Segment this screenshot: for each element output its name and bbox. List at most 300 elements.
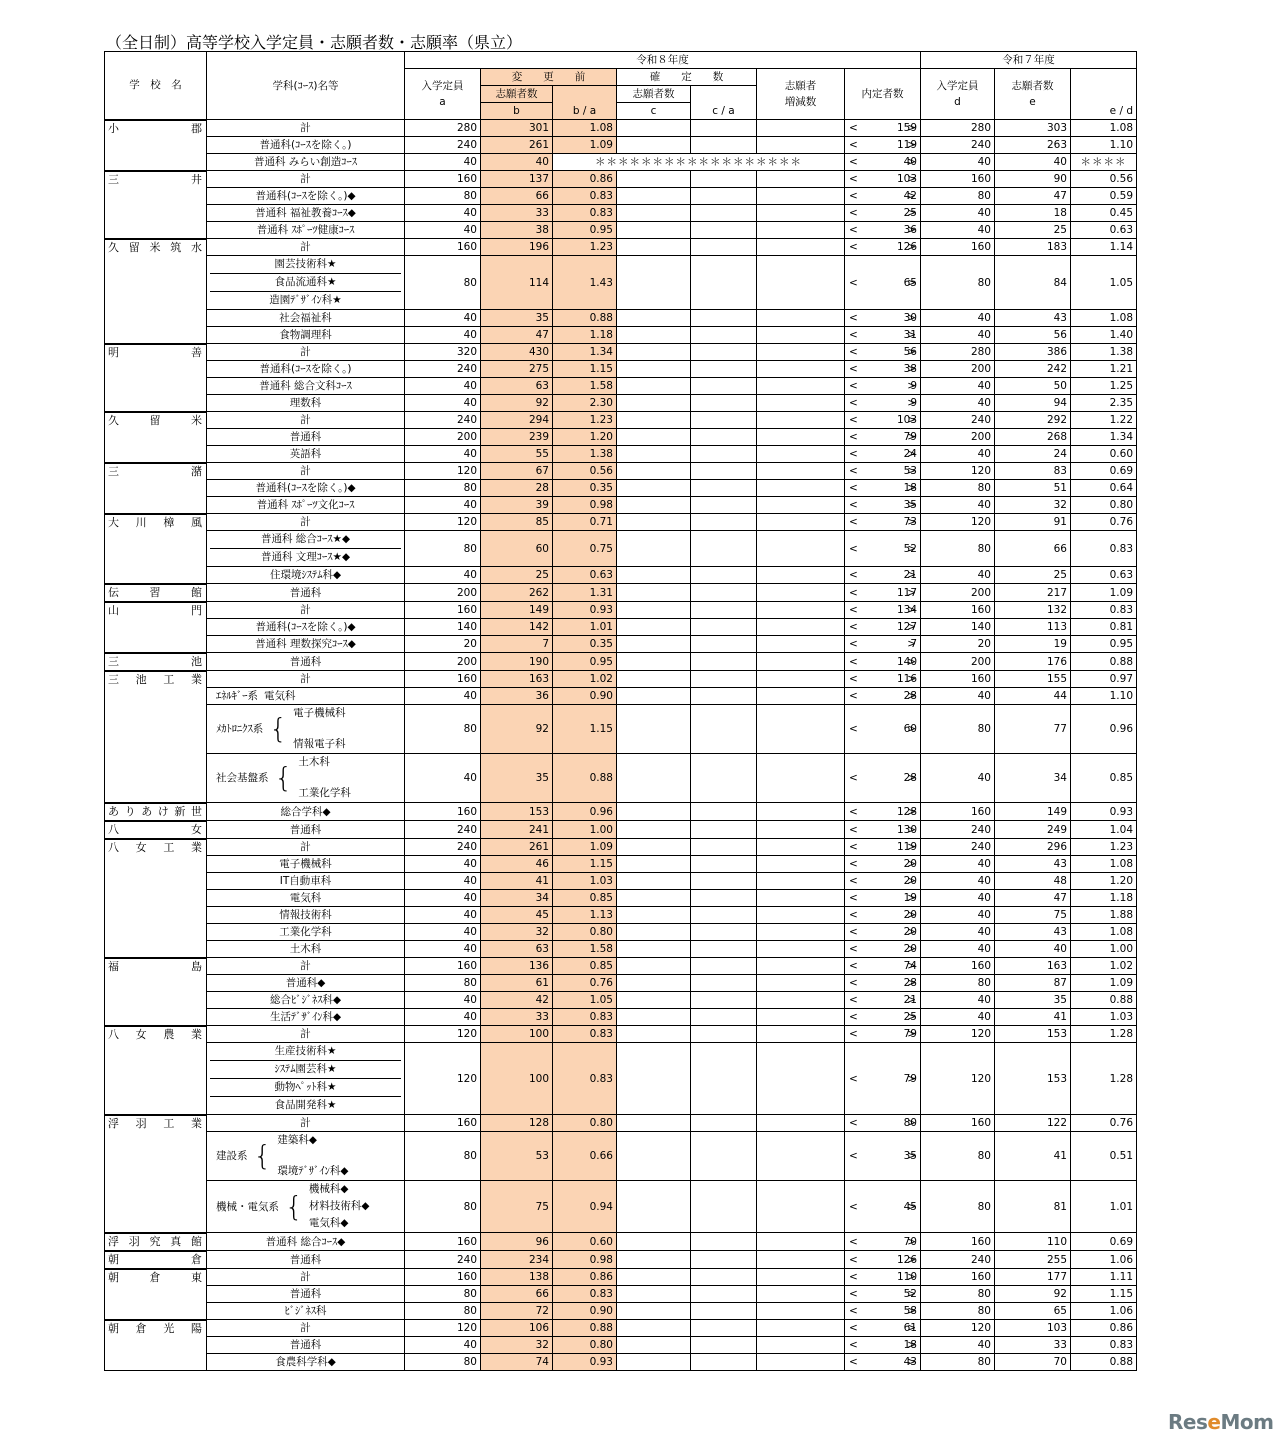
teiin-d: 80 — [921, 975, 995, 992]
school-name: 八女農業 — [105, 1026, 207, 1115]
shigan-b: 430 — [481, 344, 553, 361]
shigan-e: 65 — [995, 1303, 1071, 1320]
teiin-a: 280 — [405, 120, 481, 137]
dept-name: 総合学科◆ — [207, 803, 405, 821]
shigan-b: 301 — [481, 120, 553, 137]
zougen — [757, 480, 845, 497]
zougen — [757, 188, 845, 205]
zougen — [757, 653, 845, 671]
stars-cell: ＊＊＊＊＊＊＊＊＊＊＊＊＊＊＊＊＊＊ — [553, 154, 845, 171]
teiin-a: 40 — [405, 924, 481, 941]
teiin-d: 80 — [921, 1181, 995, 1233]
ratio-ca — [691, 120, 757, 137]
zougen — [757, 1251, 845, 1269]
shigan-e: 183 — [995, 239, 1071, 256]
naitei: < 80 > — [845, 1115, 921, 1132]
shigan-e: 25 — [995, 567, 1071, 584]
teiin-d: 20 — [921, 636, 995, 653]
teiin-d: 240 — [921, 412, 995, 429]
ratio-ca — [691, 821, 757, 839]
table-row — [105, 671, 1137, 688]
ratio-ca — [691, 636, 757, 653]
ratio-ed: 1.08 — [1071, 924, 1137, 941]
teiin-d: 40 — [921, 497, 995, 514]
table-row — [105, 497, 1137, 514]
shigan-e: 24 — [995, 446, 1071, 463]
shigan-e: 292 — [995, 412, 1071, 429]
ratio-ca — [691, 602, 757, 619]
shigan-c — [617, 256, 691, 310]
shigan-b: 294 — [481, 412, 553, 429]
teiin-a: 120 — [405, 463, 481, 480]
naitei: < 126 > — [845, 1251, 921, 1269]
ratio-ba: 0.85 — [553, 958, 617, 975]
ratio-ba: 0.88 — [553, 1320, 617, 1337]
shigan-e: 217 — [995, 584, 1071, 602]
dept-name: 環境ﾃﾞｻﾞｲﾝ科◆ — [277, 1165, 349, 1177]
ratio-ba: 0.98 — [553, 1251, 617, 1269]
school-name: 三 池 — [105, 653, 207, 671]
naitei: < 79 > — [845, 1043, 921, 1115]
shigan-b: 190 — [481, 653, 553, 671]
school-name: 朝 倉 — [105, 1251, 207, 1269]
school-name: 久 留 米 — [105, 412, 207, 463]
ratio-ba: 0.80 — [553, 1115, 617, 1132]
teiin-d: 40 — [921, 310, 995, 327]
ratio-ba: 0.94 — [553, 1181, 617, 1233]
shigan-b: 46 — [481, 856, 553, 873]
zougen — [757, 1303, 845, 1320]
zougen — [757, 395, 845, 412]
dept-system — [207, 754, 405, 803]
teiin-a: 80 — [405, 188, 481, 205]
shigan-e: 94 — [995, 395, 1071, 412]
ratio-ed: 1.01 — [1071, 1181, 1137, 1233]
table-row — [105, 1269, 1137, 1286]
naitei: < 127 > — [845, 619, 921, 636]
table-row — [105, 395, 1137, 412]
table-row — [105, 636, 1137, 653]
ratio-ed: 1.22 — [1071, 412, 1137, 429]
teiin-d: 240 — [921, 137, 995, 154]
table-row — [105, 567, 1137, 584]
zougen — [757, 256, 845, 310]
header-teiin-r7: 入学定員 d — [921, 69, 995, 120]
dept-system — [207, 705, 405, 754]
shigan-b: 74 — [481, 1354, 553, 1371]
naitei: < 79 > — [845, 1026, 921, 1043]
dept-name: 土木科 — [207, 941, 405, 958]
ratio-ba: 1.15 — [553, 361, 617, 378]
teiin-a: 40 — [405, 567, 481, 584]
naitei: < 140 > — [845, 653, 921, 671]
table-row — [105, 120, 1137, 137]
ratio-ba: 0.96 — [553, 803, 617, 821]
shigan-c — [617, 1269, 691, 1286]
shigan-b: 275 — [481, 361, 553, 378]
ratio-ca — [691, 754, 757, 803]
ratio-ba: 1.31 — [553, 584, 617, 602]
teiin-d: 40 — [921, 754, 995, 803]
shigan-c — [617, 497, 691, 514]
ratio-ba: 1.03 — [553, 873, 617, 890]
naitei: < 18 > — [845, 1337, 921, 1354]
ratio-ed: 0.45 — [1071, 205, 1137, 222]
naitei: < 45 > — [845, 1181, 921, 1233]
shigan-b: 61 — [481, 975, 553, 992]
shigan-c — [617, 310, 691, 327]
teiin-a: 160 — [405, 239, 481, 256]
ratio-ba: 0.80 — [553, 1337, 617, 1354]
teiin-d: 240 — [921, 1251, 995, 1269]
ratio-ed: 1.20 — [1071, 873, 1137, 890]
shigan-c — [617, 1303, 691, 1320]
shigan-b: 234 — [481, 1251, 553, 1269]
ratio-ca — [691, 1026, 757, 1043]
shigan-b: 34 — [481, 890, 553, 907]
shigan-b: 35 — [481, 310, 553, 327]
shigan-c — [617, 992, 691, 1009]
table-row — [105, 1132, 1137, 1181]
teiin-d: 140 — [921, 619, 995, 636]
dept-name: 普通科 ｽﾎﾟｰﾂ健康ｺｰｽ — [207, 222, 405, 239]
teiin-a: 160 — [405, 171, 481, 188]
zougen — [757, 821, 845, 839]
naitei: < 20 > — [845, 941, 921, 958]
naitei: < 21 > — [845, 992, 921, 1009]
shigan-b: 63 — [481, 941, 553, 958]
ratio-ca — [691, 619, 757, 636]
ratio-ca — [691, 705, 757, 754]
ratio-ba: 0.88 — [553, 310, 617, 327]
ratio-ca — [691, 222, 757, 239]
system-name: ﾒｶﾄﾛﾆｸｽ系 — [216, 723, 264, 735]
school-name: 明 善 — [105, 344, 207, 412]
ratio-ca — [691, 412, 757, 429]
teiin-d: 120 — [921, 1043, 995, 1115]
dept-name: 生活ﾃﾞｻﾞｲﾝ科◆ — [207, 1009, 405, 1026]
ratio-ba: 1.23 — [553, 412, 617, 429]
ratio-ba: 1.02 — [553, 671, 617, 688]
teiin-d: 80 — [921, 705, 995, 754]
shigan-c — [617, 531, 691, 567]
header-dept: 学科(ｺｰｽ)名等 — [207, 52, 405, 120]
teiin-d: 40 — [921, 222, 995, 239]
ratio-ba: 1.05 — [553, 992, 617, 1009]
shigan-e: 56 — [995, 327, 1071, 344]
naitei: < 28 > — [845, 754, 921, 803]
dept-system — [207, 688, 405, 705]
shigan-c — [617, 1251, 691, 1269]
dept-name: 計 — [207, 1269, 405, 1286]
zougen — [757, 1009, 845, 1026]
ratio-ba: 0.80 — [553, 924, 617, 941]
ratio-ca — [691, 531, 757, 567]
naitei: < 60 > — [845, 705, 921, 754]
ratio-ba: 0.83 — [553, 1043, 617, 1115]
table-row — [105, 1233, 1137, 1251]
naitei: < 61 > — [845, 1320, 921, 1337]
teiin-a: 120 — [405, 1043, 481, 1115]
shigan-b: 85 — [481, 514, 553, 531]
shigan-e: 19 — [995, 636, 1071, 653]
shigan-b: 136 — [481, 958, 553, 975]
shigan-b: 47 — [481, 327, 553, 344]
shigan-c — [617, 222, 691, 239]
ratio-ca — [691, 671, 757, 688]
shigan-b: 41 — [481, 873, 553, 890]
shigan-e: 44 — [995, 688, 1071, 705]
table-row — [105, 839, 1137, 856]
dept-name: ｼｽﾃﾑ園芸科★ — [210, 1060, 401, 1078]
naitei: < 130 > — [845, 821, 921, 839]
ratio-ba: 0.83 — [553, 188, 617, 205]
zougen — [757, 636, 845, 653]
ratio-ba: 0.71 — [553, 514, 617, 531]
ratio-ca — [691, 992, 757, 1009]
teiin-a: 240 — [405, 412, 481, 429]
naitei: < 18 > — [845, 480, 921, 497]
naitei: < 53 > — [845, 463, 921, 480]
shigan-e: 84 — [995, 256, 1071, 310]
teiin-a: 40 — [405, 395, 481, 412]
table-row — [105, 1251, 1137, 1269]
zougen — [757, 671, 845, 688]
teiin-a: 80 — [405, 705, 481, 754]
teiin-d: 120 — [921, 463, 995, 480]
table-row — [105, 171, 1137, 188]
zougen — [757, 120, 845, 137]
shigan-e: 43 — [995, 924, 1071, 941]
ratio-ca — [691, 1337, 757, 1354]
dept-name: 生産技術科★ — [274, 1045, 337, 1057]
shigan-c — [617, 941, 691, 958]
shigan-b: 106 — [481, 1320, 553, 1337]
ratio-ca — [691, 584, 757, 602]
shigan-b: 66 — [481, 1286, 553, 1303]
naitei: < 9 > — [845, 378, 921, 395]
ratio-ca — [691, 1233, 757, 1251]
naitei: < 9 > — [845, 395, 921, 412]
naitei: < 119 > — [845, 137, 921, 154]
shigan-e: 43 — [995, 310, 1071, 327]
shigan-b: 153 — [481, 803, 553, 821]
teiin-a: 40 — [405, 1337, 481, 1354]
shigan-c — [617, 803, 691, 821]
dept-name: 食品開発科★ — [210, 1096, 401, 1114]
ratio-ba: 0.63 — [553, 567, 617, 584]
shigan-c — [617, 480, 691, 497]
header-henkou: 変 更 前 — [481, 69, 617, 86]
ratio-ed: 1.09 — [1071, 975, 1137, 992]
ratio-ca — [691, 1181, 757, 1233]
shigan-e: 81 — [995, 1181, 1071, 1233]
dept-name: 電子機械科 — [293, 707, 346, 719]
zougen — [757, 1132, 845, 1181]
shigan-e: 32 — [995, 497, 1071, 514]
dept-name: 土木科 — [298, 756, 330, 768]
teiin-a: 160 — [405, 602, 481, 619]
shigan-b: 38 — [481, 222, 553, 239]
teiin-a: 120 — [405, 1320, 481, 1337]
teiin-d: 40 — [921, 924, 995, 941]
shigan-c — [617, 171, 691, 188]
table-row — [105, 924, 1137, 941]
table-row — [105, 584, 1137, 602]
shigan-b: 239 — [481, 429, 553, 446]
brace-mark: { — [253, 1139, 272, 1172]
zougen — [757, 531, 845, 567]
ratio-ed: 0.83 — [1071, 602, 1137, 619]
zougen — [757, 1269, 845, 1286]
ratio-ca — [691, 1320, 757, 1337]
table-row — [105, 361, 1137, 378]
teiin-a: 80 — [405, 1354, 481, 1371]
teiin-a: 80 — [405, 256, 481, 310]
ratio-ed: 0.60 — [1071, 446, 1137, 463]
shigan-c — [617, 361, 691, 378]
shigan-b: 40 — [481, 154, 553, 171]
teiin-d: 120 — [921, 1026, 995, 1043]
ratio-ed: 1.28 — [1071, 1043, 1137, 1115]
ratio-ed: 0.97 — [1071, 671, 1137, 688]
shigan-c — [617, 188, 691, 205]
teiin-d: 40 — [921, 856, 995, 873]
teiin-a: 40 — [405, 154, 481, 171]
ratio-ba: 1.34 — [553, 344, 617, 361]
shigan-e: 51 — [995, 480, 1071, 497]
teiin-a: 40 — [405, 497, 481, 514]
shigan-c — [617, 924, 691, 941]
ratio-ba: 0.95 — [553, 222, 617, 239]
shigan-c — [617, 584, 691, 602]
zougen — [757, 239, 845, 256]
table-row — [105, 1337, 1137, 1354]
ratio-ca — [691, 239, 757, 256]
system-name: 建設系 — [216, 1150, 248, 1162]
naitei: < 20 > — [845, 907, 921, 924]
teiin-d: 280 — [921, 344, 995, 361]
shigan-c — [617, 378, 691, 395]
teiin-d: 40 — [921, 873, 995, 890]
resemom-logo: ReseMom — [1168, 1410, 1274, 1434]
ratio-ba: 0.83 — [553, 1009, 617, 1026]
shigan-b: 32 — [481, 924, 553, 941]
naitei: < 74 > — [845, 958, 921, 975]
table-row — [105, 754, 1137, 803]
ratio-ed: 1.25 — [1071, 378, 1137, 395]
teiin-a: 160 — [405, 1233, 481, 1251]
teiin-d: 40 — [921, 567, 995, 584]
ratio-ca — [691, 310, 757, 327]
teiin-a: 120 — [405, 1026, 481, 1043]
shigan-b: 39 — [481, 497, 553, 514]
shigan-b: 149 — [481, 602, 553, 619]
table-row — [105, 688, 1137, 705]
dept-name: 電気科 — [207, 890, 405, 907]
school-name: 三 潴 — [105, 463, 207, 514]
shigan-e: 163 — [995, 958, 1071, 975]
header-shigan-b: 志願者数 — [481, 86, 553, 103]
header-school: 学 校 名 — [105, 52, 207, 120]
shigan-b: 100 — [481, 1043, 553, 1115]
ratio-ed: 1.00 — [1071, 941, 1137, 958]
shigan-b: 261 — [481, 839, 553, 856]
ratio-ed: 0.63 — [1071, 222, 1137, 239]
teiin-d: 40 — [921, 992, 995, 1009]
ratio-ed: 0.81 — [1071, 619, 1137, 636]
dept-name: 理数科 — [207, 395, 405, 412]
shigan-e: 386 — [995, 344, 1071, 361]
shigan-e: 91 — [995, 514, 1071, 531]
shigan-c — [617, 1181, 691, 1233]
naitei: < 31 > — [845, 327, 921, 344]
header-c: c — [617, 103, 691, 120]
ratio-ba: 0.56 — [553, 463, 617, 480]
shigan-c — [617, 1233, 691, 1251]
naitei: < 58 > — [845, 1303, 921, 1320]
shigan-b: 114 — [481, 256, 553, 310]
zougen — [757, 907, 845, 924]
naitei: < 19 > — [845, 890, 921, 907]
header-shigan-c: 志願者数 — [617, 86, 691, 103]
teiin-a: 40 — [405, 327, 481, 344]
ratio-ca — [691, 1251, 757, 1269]
ratio-ba: 1.09 — [553, 137, 617, 154]
ratio-ba: 0.83 — [553, 1286, 617, 1303]
zougen — [757, 873, 845, 890]
shigan-c — [617, 975, 691, 992]
shigan-e: 70 — [995, 1354, 1071, 1371]
shigan-e: 34 — [995, 754, 1071, 803]
teiin-d: 80 — [921, 1303, 995, 1320]
ratio-ba: 0.76 — [553, 975, 617, 992]
shigan-e: 303 — [995, 120, 1071, 137]
teiin-d: 40 — [921, 688, 995, 705]
school-name: 浮羽究真館 — [105, 1233, 207, 1251]
teiin-a: 40 — [405, 754, 481, 803]
naitei: < 30 > — [845, 310, 921, 327]
dept-name: 社会福祉科 — [207, 310, 405, 327]
ratio-ed: 0.56 — [1071, 171, 1137, 188]
naitei: < 73 > — [845, 514, 921, 531]
naitei: < 20 > — [845, 873, 921, 890]
shigan-e: 83 — [995, 463, 1071, 480]
shigan-e: 296 — [995, 839, 1071, 856]
shigan-e: 47 — [995, 890, 1071, 907]
dept-name: 食農科学科◆ — [207, 1354, 405, 1371]
shigan-b: 53 — [481, 1132, 553, 1181]
ratio-ed: 1.23 — [1071, 839, 1137, 856]
table-row — [105, 1354, 1137, 1371]
teiin-d: 80 — [921, 1354, 995, 1371]
teiin-a: 240 — [405, 839, 481, 856]
shigan-b: 138 — [481, 1269, 553, 1286]
shigan-c — [617, 1320, 691, 1337]
teiin-a: 240 — [405, 361, 481, 378]
shigan-b: 75 — [481, 1181, 553, 1233]
ratio-ba: 0.66 — [553, 1132, 617, 1181]
ratio-ed: 1.15 — [1071, 1286, 1137, 1303]
shigan-b: 163 — [481, 671, 553, 688]
shigan-c — [617, 754, 691, 803]
teiin-d: 160 — [921, 171, 995, 188]
zougen — [757, 429, 845, 446]
naitei: < 42 > — [845, 188, 921, 205]
header-zougen: 志願者 増減数 — [757, 69, 845, 120]
admissions-table — [104, 51, 1137, 1371]
zougen — [757, 327, 845, 344]
